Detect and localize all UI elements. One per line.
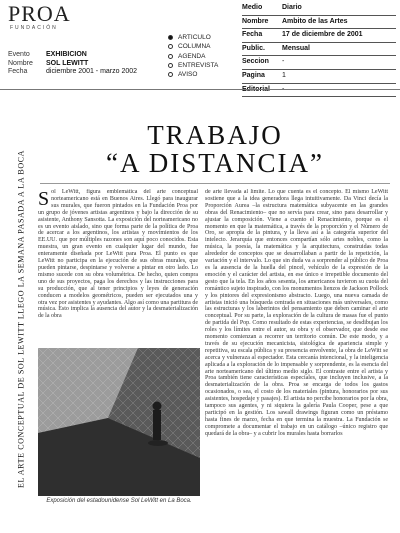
proa-logo bbox=[8, 3, 71, 31]
header-divider bbox=[0, 89, 400, 90]
side-headline-container bbox=[12, 126, 30, 512]
event-meta-value: SOL LEWITT bbox=[46, 59, 89, 67]
publication-meta-row bbox=[242, 56, 396, 70]
publication-meta-value: Ambito de las Artes bbox=[282, 17, 348, 25]
clipping-type-checklist bbox=[168, 33, 218, 79]
checklist-item bbox=[168, 70, 218, 79]
publication-meta-value: - bbox=[282, 58, 285, 66]
article-column-2 bbox=[205, 189, 388, 524]
checklist-label: COLUMNA bbox=[178, 43, 211, 51]
side-headline: EL ARTE CONCEPTUAL DE SOL LEWITT LLEGO LA SEMANA PASADA A LA BOCA bbox=[16, 149, 26, 489]
event-meta-key: Fecha bbox=[8, 68, 28, 75]
photo-caption: Exposición del estadounidense Sol LeWitt en La Boca. bbox=[46, 498, 192, 504]
event-meta bbox=[8, 51, 137, 77]
publication-meta-key: Nombre bbox=[242, 17, 269, 25]
radio-empty-icon bbox=[168, 72, 173, 77]
event-meta-row bbox=[8, 68, 137, 77]
checklist-item bbox=[168, 33, 218, 42]
article-paragraph bbox=[38, 189, 198, 320]
article-text: ol LeWitt, figura emblemática del arte conceptual norteamericano está en Buenos Aires. Llegó para inaugurar sus murales, que fueron pintados en la Fundación Proa por un grupo de jóvenes artistas argentinos y bajo la dirección de su asistente, Anthony Sansotta. La exposición del norteamericano no es un evento aislado, sino que forma parte de la política de Proa de acercar a los argentinos, los artistas y movimientos de los EE.UU. que por múltiples razones son aquí poco conocidos. Esta muestra, un gran evento en cualquier lugar del mundo, fue enteramente diseñada por LeWitt para Proa. El punto es que LeWitt no participa en la ejecución de sus obras murales, que pueden pintarse, despintarse y volverse a pintar en otro lado. Lo mismo sucede con su obra volumétrica. De hecho, quien compra uno de sus proyectos, paga los derechos y las instrucciones para su producción, que al tener principios y leyes de generación conducen a modelos geométricos, pueden ser ejecutados una y otra vez por asistentes y ayudantes. Algo así como una partitura de música. Esto implica la ausencia del autor y la desmaterialización de la obra bbox=[38, 189, 198, 320]
event-meta-row bbox=[8, 60, 137, 69]
publication-meta-key: Public. bbox=[242, 44, 265, 52]
radio-filled-icon bbox=[168, 35, 173, 40]
publication-meta-row bbox=[242, 43, 396, 57]
drop-cap: S bbox=[38, 189, 50, 210]
title-divider bbox=[40, 183, 390, 184]
logo-sub-text: FUNDACIÓN bbox=[10, 25, 58, 31]
checklist-item bbox=[168, 42, 218, 51]
publication-meta-value: Diario bbox=[282, 4, 302, 11]
article-column-1 bbox=[38, 189, 198, 344]
publication-meta-key: Medio bbox=[242, 4, 263, 11]
exhibition-photo bbox=[38, 348, 200, 496]
checklist-item bbox=[168, 61, 218, 70]
publication-meta-key: Pagina bbox=[242, 71, 265, 79]
radio-empty-icon bbox=[168, 63, 173, 68]
event-meta-value: diciembre 2001 - marzo 2002 bbox=[46, 68, 138, 75]
publication-meta-row bbox=[242, 16, 396, 30]
publication-meta-key: Seccion bbox=[242, 58, 269, 66]
event-meta-key: Nombre bbox=[8, 59, 33, 67]
event-meta-row bbox=[8, 51, 137, 60]
article-title-line-1: TRABAJO bbox=[147, 120, 283, 150]
publication-meta-row bbox=[242, 29, 396, 43]
checklist-label: ARTICULO bbox=[178, 34, 211, 41]
publication-meta-row bbox=[242, 2, 396, 16]
publication-meta-value: Mensual bbox=[282, 44, 311, 52]
publication-meta-value: 17 de diciembre de 2001 bbox=[282, 31, 363, 39]
publication-meta-row bbox=[242, 70, 396, 84]
checklist-label: AVISO bbox=[178, 71, 198, 79]
logo-main-text: PROA bbox=[8, 1, 71, 26]
checklist-item bbox=[168, 52, 218, 61]
checklist-label: AGENDA bbox=[178, 52, 206, 60]
article-paragraph: de arte llevada al límite. Lo que cuenta es el concepto. El mismo LeWitt sostiene que a la idea generadora llega intuitivamente. Da Vinci decía la Proporción Aurea –la estructura matemática subyacente en las grandes obras del Renacimiento– que no servía para crear, sino para desarrollar y ajustar la composición. Viene a cuento el Renacimiento, porque es el momento en que la matemática, a través de la proporción y el Número de Oro, se apropia de la pintura, y la lleva así a la categoría superior del intelecto. Jerarquía que entonces compartían sólo artes nobles, como la música, la poesía, la matemática y la arquitectura, construidas todas alrededor de conceptos que se desarrollaban a partir de la repetición, la variación y el intervalo. Lo que sin duda va a sorprender al público de Proa es la ausencia de la huella del pincel, vehículo de la expresión de la emoción y el carácter del artista, en ese único e irrepetible documento del gesto que la tela. En los años sesenta, los americanos tuvieron su cuota del romántico sujeto inspirado, con los monumentos lienzos de Jackson Pollock y los pintores del expresionismo abstracto. Luego, una nueva camada de artistas inició una búsqueda centrada en situaciones más universales, como las estructuras y los laberintos del pensamiento que deben caminar el arte conceptual. Por su parte, la exploración de la cultura de masas fue el punto de partida del Pop. Como resultado de estas experiencias, se desdibujan los roles y los límites entre el autor, su obra y el observador, que desde ese momento comienzan a recorrer un territorio común. De este modo, y a través de su ejecución mecanicista, sistológica de apariencia simple y repetitiva, su escala pública y su presencia envolvente, la obra de LeWitt se acerca y vulneraza al espectador. Esta cercanía intencional, y la inteligencia aplicada a la exploración de lo impensable y sorprendente, es la esencia del arte norteamericano del último medio siglo. El contraste entre el artista y Proa también tiene características especiales, que incluyen inclusive, a la desmaterialización de la obra. Proa se encarga de todos los gastos ocasionados, o sea, el costo de los materiales (pintura, honorarios por sus asistentes, hospedaje y pasajes). El artista no percibe honorarios por la obra, tampoco sus agentes, y ni siquiera la galería Paula Cooper, pese a que participó en la gestión. Los sawall drawings figuran como un préstamo hasta fines de marzo, fecha en que termina la muestra. La Fundación se compromete a documentar el trabajo en un catálogo –único registro que quedará de la obra– y a cubrir los murales hasta borrarlos bbox=[205, 189, 388, 437]
event-meta-value: EXHIBICION bbox=[46, 51, 87, 58]
publication-meta-key: Fecha bbox=[242, 31, 263, 39]
checklist-label: ENTREVISTA bbox=[178, 61, 219, 69]
publication-meta-value: 1 bbox=[282, 71, 286, 79]
publication-meta-row bbox=[242, 84, 396, 98]
radio-empty-icon bbox=[168, 44, 173, 49]
radio-empty-icon bbox=[168, 54, 173, 59]
event-meta-key: Evento bbox=[8, 51, 30, 58]
publication-meta bbox=[242, 2, 396, 97]
article-title-line-2: “A DISTANCIA” bbox=[105, 148, 325, 178]
